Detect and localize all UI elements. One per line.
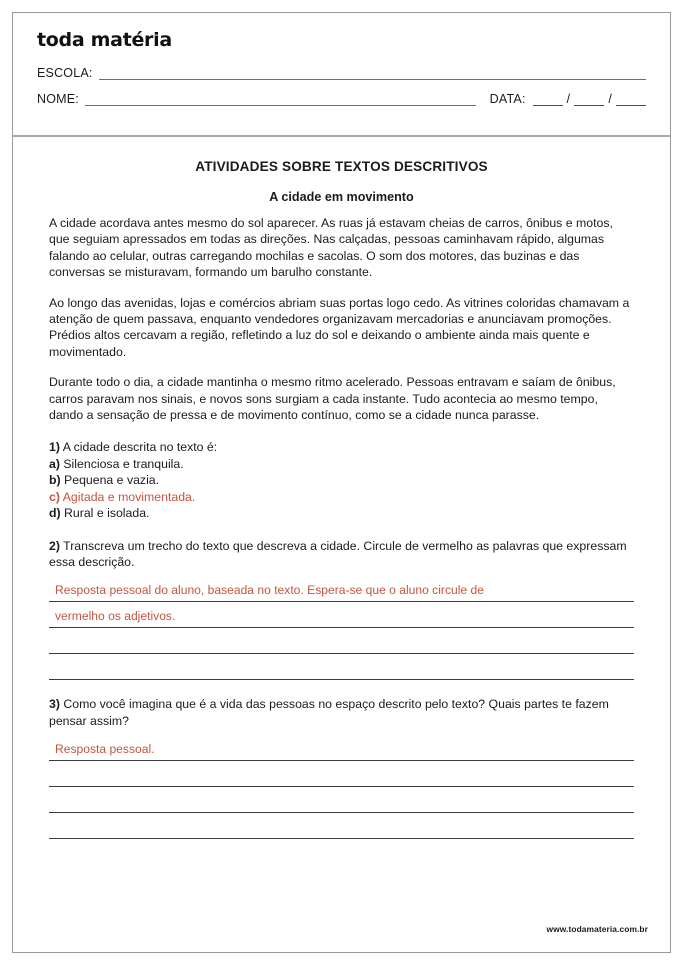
answer-line[interactable] (49, 602, 634, 628)
name-label: NOME: (37, 92, 79, 106)
worksheet-header (13, 13, 670, 137)
answer-text: Resposta pessoal. (55, 742, 155, 757)
option-letter: a) (49, 456, 60, 471)
answer-line[interactable] (49, 735, 634, 761)
school-input[interactable] (99, 68, 646, 80)
question-prompt (49, 439, 634, 455)
answer-line[interactable] (49, 576, 634, 602)
name-input[interactable] (85, 94, 476, 106)
question-prompt-text: Transcreva um trecho do texto que descreva a cidade. Circule de vermelho as palavras que expressam essa descrição. (49, 538, 627, 569)
worksheet-page (12, 12, 671, 953)
option-b[interactable] (49, 472, 634, 488)
date-field-group (476, 92, 646, 106)
answer-line[interactable] (49, 787, 634, 813)
date-day-input[interactable] (533, 95, 563, 106)
question-2 (49, 538, 634, 681)
answer-line[interactable] (49, 813, 634, 839)
brand-logo: toda matéria (37, 29, 172, 51)
date-label: DATA: (489, 92, 526, 106)
option-letter: b) (49, 473, 61, 488)
option-text: Silenciosa e tranquila. (63, 456, 184, 471)
question-2-answer-lines (49, 576, 634, 680)
option-d[interactable] (49, 505, 634, 521)
question-prompt (49, 538, 634, 571)
footer-url: www.todamateria.com.br (546, 924, 648, 934)
option-text: Rural e isolada. (64, 506, 150, 521)
question-prompt (49, 696, 634, 729)
answer-line[interactable] (49, 654, 634, 680)
school-field-row (37, 66, 646, 80)
school-label: ESCOLA: (37, 66, 93, 80)
reading-paragraph: A cidade acordava antes mesmo do sol aparecer. As ruas já estavam cheias de carros, ônibus e motos, que seguiam apressados em todas as direções. Nas calçadas, pessoas caminhavam rápido, algumas falando ao celular, outras carregando mochilas e sacolas. O som dos motores, das buzinas e das conversas se misturavam, formando um barulho constante. (49, 216, 613, 280)
answer-text: vermelho os adjetivos. (55, 609, 176, 624)
worksheet-body (13, 137, 670, 952)
option-c[interactable] (49, 489, 634, 505)
question-1-options (49, 456, 634, 522)
question-1 (49, 439, 634, 521)
option-letter: c) (49, 489, 60, 504)
question-prompt-text: Como você imagina que é a vida das pessoas no espaço descrito pelo texto? Quais partes te fazem pensar assim? (49, 697, 609, 728)
reading-text-title: A cidade em movimento (269, 190, 414, 204)
question-number: 2) (49, 538, 60, 553)
question-3 (49, 696, 634, 839)
option-letter: d) (49, 506, 61, 521)
option-text: Agitada e movimentada. (62, 489, 196, 504)
answer-line[interactable] (49, 628, 634, 654)
date-separator-1: / (566, 92, 571, 106)
answer-text: Resposta pessoal do aluno, baseada no texto. Espera-se que o aluno circule de (55, 583, 484, 598)
date-separator-2: / (608, 92, 612, 106)
date-month-input[interactable] (574, 95, 604, 106)
reading-paragraph: Durante todo o dia, a cidade mantinha o mesmo ritmo acelerado. Pessoas entravam e saíam de ônibus, carros paravam nos sinais, e novos sons surgiam a cada instante. Tudo acontecia ao mesmo tempo, dando a sensação de pressa e de movimento contínuo, como se a cidade nunca parasse. (49, 375, 616, 423)
question-number: 3) (49, 697, 60, 712)
date-year-input[interactable] (616, 95, 646, 106)
reading-paragraph: Ao longo das avenidas, lojas e comércios abriam suas portas logo cedo. As vitrines coloridas chamavam a atenção de quem passava, enquanto vendedores organizavam mercadorias e anunciavam promoções. Prédios altos cercavam a região, refletindo a luz do sol e deixando o ambiente ainda mais quente e movimentado. (49, 295, 630, 359)
answer-line[interactable] (49, 761, 634, 787)
option-a[interactable] (49, 456, 634, 472)
question-3-answer-lines (49, 735, 634, 839)
name-date-field-row (37, 92, 646, 106)
question-number: 1) (49, 440, 60, 455)
option-text: Pequena e vazia. (64, 473, 160, 488)
question-prompt-text: A cidade descrita no texto é: (62, 440, 218, 455)
page-title: ATIVIDADES SOBRE TEXTOS DESCRITIVOS (195, 159, 488, 174)
